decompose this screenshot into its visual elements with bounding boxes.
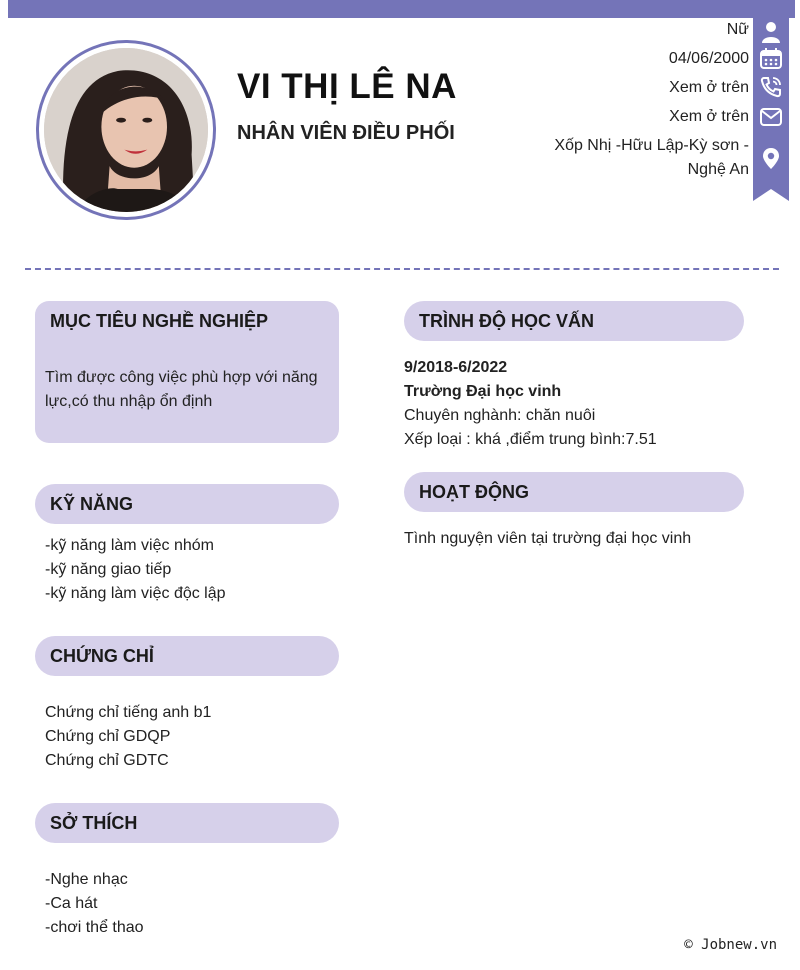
activities-title: HOẠT ĐỘNG bbox=[419, 482, 529, 502]
activities-text: Tình nguyện viên tại trường đại học vinh bbox=[404, 530, 692, 547]
phone-icon bbox=[759, 75, 783, 99]
hobbies-header bbox=[35, 803, 339, 843]
education-school: Trường Đại học vinh bbox=[404, 383, 562, 400]
certificates-header bbox=[35, 636, 339, 676]
hobbies-list bbox=[45, 868, 144, 940]
person-icon bbox=[759, 20, 783, 44]
list-item: Chứng chỉ tiếng anh b1 bbox=[45, 704, 212, 721]
calendar-icon bbox=[759, 46, 783, 70]
email-icon bbox=[759, 105, 783, 129]
certificates-list bbox=[45, 701, 211, 773]
hobbies-title: SỞ THÍCH bbox=[50, 813, 138, 833]
education-details bbox=[404, 356, 744, 452]
objective-section bbox=[35, 301, 339, 443]
objective-text: Tìm được công việc phù hợp với năng lực,có thu nhập ổn định bbox=[45, 369, 318, 410]
list-item: -Nghe nhạc bbox=[45, 871, 128, 888]
location-icon bbox=[759, 146, 783, 170]
list-item: -kỹ năng làm việc nhóm bbox=[45, 537, 214, 554]
job-position: NHÂN VIÊN ĐIỀU PHỐI bbox=[237, 122, 455, 144]
contact-icon-ribbon bbox=[753, 18, 789, 201]
skills-header bbox=[35, 484, 339, 524]
list-item: -kỹ năng giao tiếp bbox=[45, 561, 172, 578]
list-item: -Ca hát bbox=[45, 895, 98, 912]
education-grade: Xếp loại : khá ,điểm trung bình:7.51 bbox=[404, 431, 657, 448]
skills-list bbox=[45, 534, 226, 606]
list-item: Chứng chỉ GDQP bbox=[45, 728, 171, 745]
objective-title: MỤC TIÊU NGHỀ NGHIỆP bbox=[50, 311, 269, 331]
candidate-name: VI THỊ LÊ NA bbox=[237, 67, 457, 106]
skills-title: KỸ NĂNG bbox=[50, 494, 134, 514]
certificates-title: CHỨNG CHỈ bbox=[50, 646, 154, 666]
top-accent-bar bbox=[8, 0, 795, 18]
contact-email: Xem ở trên bbox=[669, 108, 749, 125]
contact-gender: Nữ bbox=[726, 21, 749, 38]
contact-phone: Xem ở trên bbox=[669, 79, 749, 96]
education-header bbox=[404, 301, 744, 341]
list-item: -chơi thể thao bbox=[45, 919, 144, 936]
education-title: TRÌNH ĐỘ HỌC VẤN bbox=[419, 311, 594, 331]
list-item: -kỹ năng làm việc độc lập bbox=[45, 585, 226, 602]
contact-dob: 04/06/2000 bbox=[668, 50, 749, 67]
activities-header bbox=[404, 472, 744, 512]
profile-photo bbox=[44, 48, 208, 212]
education-period: 9/2018-6/2022 bbox=[404, 359, 508, 376]
footer-credit: © Jobnew.vn bbox=[684, 937, 777, 953]
avatar bbox=[36, 40, 216, 220]
list-item: Chứng chỉ GDTC bbox=[45, 752, 169, 769]
contact-address: Xốp Nhị -Hữu Lập-Kỳ sơn -Nghệ An bbox=[554, 137, 749, 178]
header-divider bbox=[25, 268, 779, 270]
education-major: Chuyên nghành: chăn nuôi bbox=[404, 407, 596, 424]
